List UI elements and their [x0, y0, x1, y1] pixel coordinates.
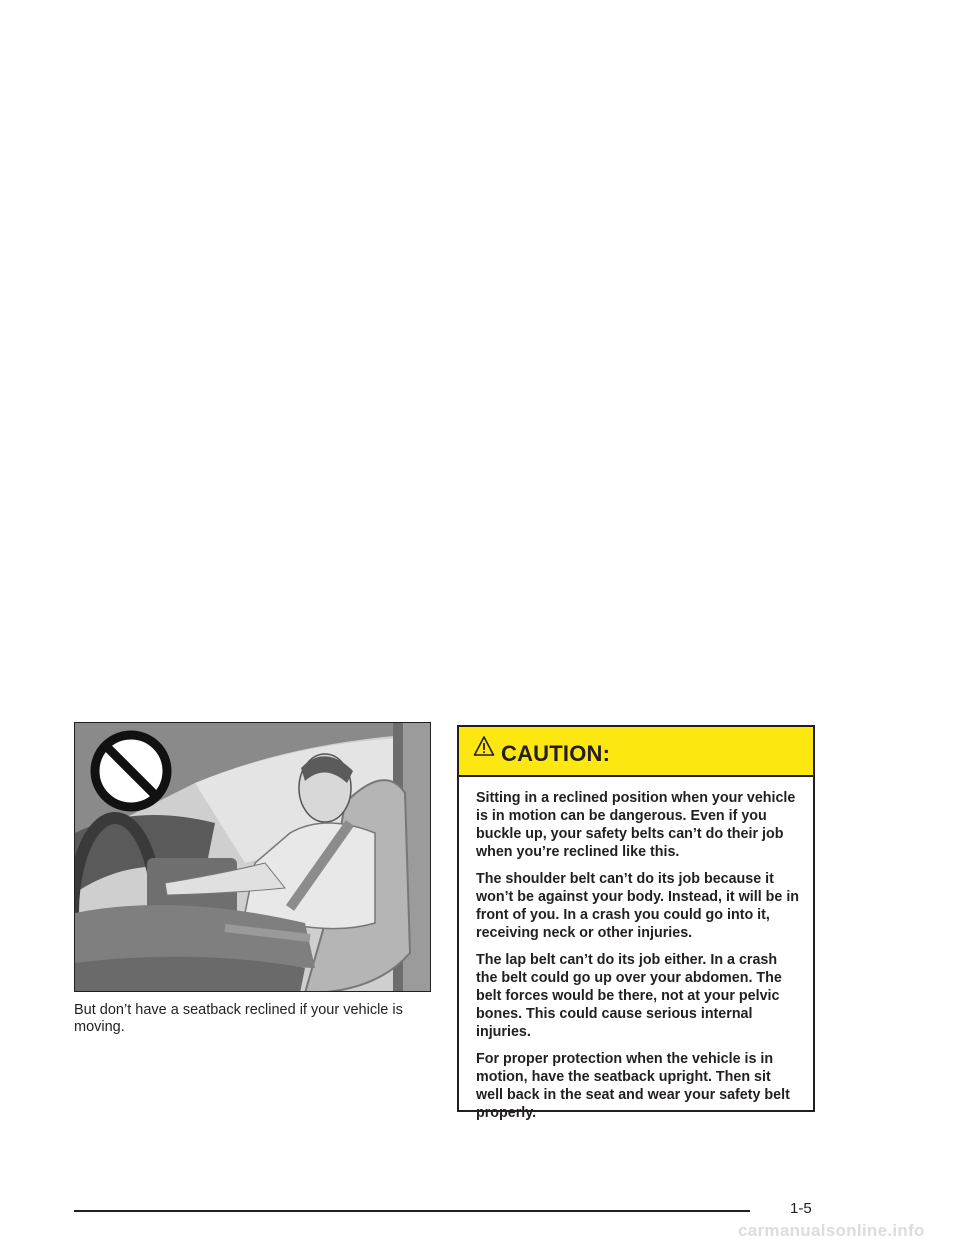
caution-title: CAUTION:	[501, 741, 611, 766]
no-symbol-icon	[95, 735, 167, 807]
warning-triangle-icon	[473, 735, 495, 757]
illustration-caption: But don’t have a seatback reclined if your vehicle is moving.	[74, 1002, 403, 1035]
caution-paragraph: The lap belt can’t do its job either. In a crash the belt could go up over your abdomen. The belt forces would be there, not at your pelvic bones. This could cause serious internal injuries.	[476, 952, 782, 1040]
caution-header	[459, 727, 813, 777]
page-number: 1-5	[790, 1200, 812, 1217]
caution-body	[459, 777, 813, 1122]
occupant-drawing	[75, 723, 431, 992]
caution-box	[457, 725, 815, 1121]
reclined-seat-illustration	[74, 722, 431, 992]
caution-paragraph: The shoulder belt can’t do its job because it won’t be against your body. Instead, it will be in front of you. In a crash you could go into it, receiving neck or other injuries.	[476, 871, 800, 941]
footer-rule	[74, 1210, 750, 1212]
watermark: carmanualsonline.info	[738, 1221, 925, 1240]
caution-paragraph: Sitting in a reclined position when your vehicle is in motion can be dangerous. Even if you buckle up, your safety belts can’t do their job when you’re reclined like this.	[476, 790, 796, 860]
caution-paragraph: For proper protection when the vehicle is in motion, have the seatback upright. Then sit well back in the seat and wear your safety belt properly.	[476, 1051, 790, 1121]
